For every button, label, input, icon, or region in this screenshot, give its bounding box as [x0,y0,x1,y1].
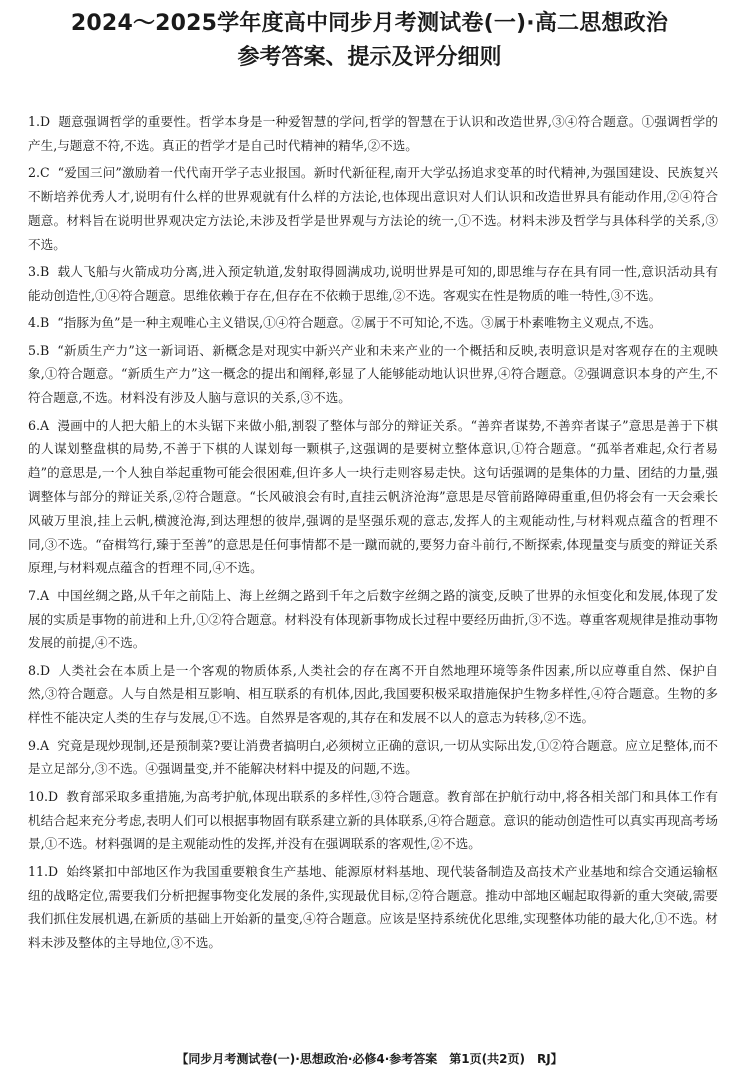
answer-number: 2. [28,165,41,181]
answer-number: 10. [28,788,49,804]
answer-option: A [40,737,50,753]
answer-explanation: “指豚为鱼”是一种主观唯心主义错误,①④符合题意。②属于不可知论,不选。③属于朴素唯物主义观点,不选。 [57,315,662,331]
answer-option: D [40,662,51,678]
answer-item-1 [28,110,718,158]
answer-option: D [48,863,59,879]
answer-item-5 [28,339,718,410]
answer-number: 8. [28,662,41,678]
answer-option: B [40,263,50,279]
answer-number: 4. [28,315,41,331]
answer-item-8 [28,659,718,730]
answer-item-7 [28,584,718,655]
answer-explanation: “新质生产力”这一新词语、新概念是对现实中新兴产业和未来产业的一个概括和反映,表明意识是对客观存在的主观映象,①符合题意。“新质生产力”这一概念的提出和阐释,彰显了人能够能动地认识世界,④符合题意。②强调意识本身的产生,不符合题意,不选。材料没有涉及人脑与意识的关系,③不选。 [28,342,718,406]
answer-item-4 [28,311,718,335]
answer-number: 6. [28,417,41,433]
answer-explanation: 题意强调哲学的重要性。哲学本身是一种爱智慧的学问,哲学的智慧在于认识和改造世界,③④符合题意。①强调哲学的产生,与题意不符,不选。真正的哲学才是自己时代精神的精华,②不选。 [28,114,718,153]
answer-option: D [40,114,51,129]
answer-number: 7. [28,587,41,603]
page-title: 2024～2025学年度高中同步月考测试卷(一)·高二思想政治 [70,11,669,36]
answer-option: B [40,315,50,331]
answer-explanation: 中国丝绸之路,从千年之前陆上、海上丝绸之路到千年之后数字丝绸之路的演变,反映了世界的永恒变化和发展,体现了发展的实质是事物的前进和上升,①②符合题意。材料没有体现新事物成长过程中要经历曲折,③不选。尊重客观规律是推动事物发展的前提,④不选。 [28,587,718,651]
answer-explanation: 始终紧扣中部地区作为我国重要粮食生产基地、能源原材料基地、现代装备制造及高技术产业基地和综合交通运输枢纽的战略定位,需要我们分析把握事物变化发展的条件,实现最优目标,②符合题意。推动中部地区崛起取得新的重大突破,需要我们抓住发展机遇,在新质的基础上开始新的量变,④符合题意。应该是坚持系统优化思维,实现整体功能的最大化,①不选。材料未涉及整体的主导地位,③不选。 [28,863,718,951]
answer-explanation: 教育部采取多重措施,为高考护航,体现出联系的多样性,③符合题意。教育部在护航行动中,将各相关部门和具体工作有机结合起来充分考虑,表明人们可以根据事物固有联系建立新的具体联系,④符合题意。意识的能动创造性可以真实再现高考场景,①不选。材料强调的是主观能动性的发挥,并没有在强调联系的客观性,②不选。 [28,788,718,852]
answer-option: D [48,788,59,804]
answer-item-10 [28,785,718,856]
answer-explanation: 漫画中的人把大船上的木头锯下来做小船,割裂了整体与部分的辩证关系。“善弈者谋势,不善弈者谋子”意思是善于下棋的人谋划整盘棋的局势,不善于下棋的人谋划每一颗棋子,这强调的是要树立整体意识,①符合题意。“孤举者难起,众行者易趋”的意思是,一个人独自举起重物可能会很困难,但许多人一块行走则容易走快。这句话强调的是集体的力量、团结的力量,强调整体与部分的辩证关系,②符合题意。“长风破浪会有时,直挂云帆济沧海”意思是尽管前路障碍重重,但仍将会有一天会乘长风破万里浪,挂上云帆,横渡沧海,到达理想的彼岸,强调的是坚强乐观的意志,发挥人的主观能动性,与材料观点蕴含的哲理不同,③不选。“奋楫笃行,臻于至善”的意思是任何事情都不是一蹴而就的,要努力奋斗前行,不断探索,体现量变与质变的辩证关系原理,与材料观点蕴含的哲理不同,④不选。 [28,417,718,576]
answer-item-6 [28,414,718,581]
answer-number: 9. [28,737,41,753]
answer-option: A [40,587,50,603]
answer-number: 11. [28,863,49,879]
answer-item-2 [28,161,718,256]
answer-explanation: 载人飞船与火箭成功分离,进入预定轨道,发射取得圆满成功,说明世界是可知的,即思维与存在具有同一性,意识活动具有能动创造性,①④符合题意。思维依赖于存在,但存在不依赖于思维,②不选。客观实在性是物质的唯一特性,③不选。 [28,263,718,303]
answer-explanation: 究竟是现炒现制,还是预制菜?要让消费者搞明白,必须树立正确的意识,一切从实际出发,①②符合题意。应立足整体,而不是立足部分,③不选。④强调量变,并不能解决材料中提及的问题,不选。 [28,737,718,777]
answer-number: 1. [28,114,41,129]
page-footer: 【同步月考测试卷(一)·思想政治·必修4·参考答案 第1页(共2页) RJ】 [176,1052,563,1066]
answer-item-9 [28,734,718,782]
answer-list [28,110,718,959]
answer-explanation: 人类社会在本质上是一个客观的物质体系,人类社会的存在离不开自然地理环境等条件因素,所以应尊重自然、保护自然,③符合题意。人与自然是相互影响、相互联系的有机体,因此,我国要积极采取措施保护生物多样性,④符合题意。生物的多样性不能决定人类的生存与发展,①不选。自然界是客观的,其存在和发展不以人的意志为转移,②不选。 [28,662,718,726]
answer-number: 3. [28,263,41,279]
answer-option: C [40,165,50,181]
answer-number: 5. [28,342,41,358]
answer-option: B [40,342,50,358]
answer-item-3 [28,260,718,308]
page-subtitle: 参考答案、提示及评分细则 [237,45,502,70]
answer-explanation: “爱国三问”激励着一代代南开学子志业报国。新时代新征程,南开大学弘扬追求变革的时代精神,为强国建设、民族复兴不断培养优秀人才,说明有什么样的世界观就有什么样的方法论,也体现出意识对人们认识和改造世界具有能动作用,②④符合题意。材料旨在说明世界观决定方法论,未涉及哲学是世界观与方法论的统一,①不选。材料未涉及哲学与具体科学的关系,③不选。 [28,165,718,252]
answer-option: A [40,417,50,433]
answer-item-11 [28,860,718,955]
